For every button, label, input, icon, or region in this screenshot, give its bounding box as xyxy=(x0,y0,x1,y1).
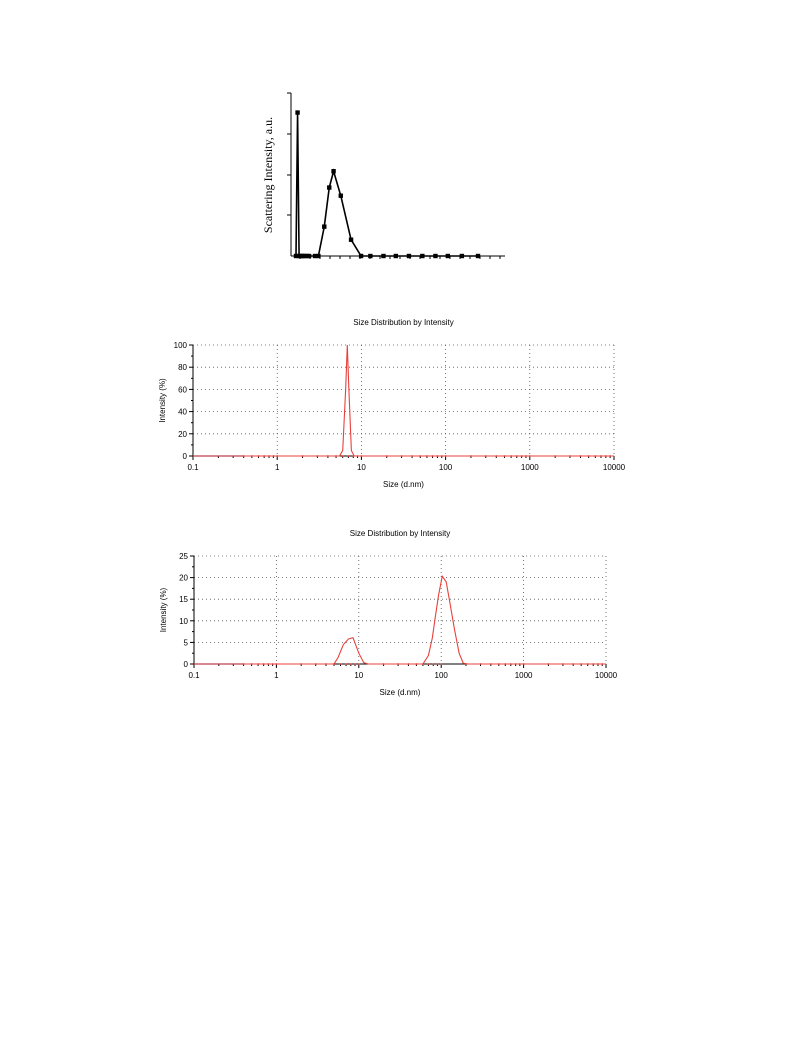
chart-3-baseline-dot-0-1 xyxy=(276,663,278,665)
chart-3-baseline-dot--1-8 xyxy=(268,663,270,665)
chart-2-baseline-dot-2-2 xyxy=(470,455,472,457)
chart-3-title: Size Distribution by Intensity xyxy=(349,529,451,538)
chart-1-point-17 xyxy=(368,254,372,258)
chart-3-baseline-dot-1-6 xyxy=(422,663,424,665)
chart-3-y-tick-label-3: 15 xyxy=(179,595,188,605)
chart-3-baseline-dot-2-8 xyxy=(515,663,517,665)
chart-3-x-tick-label-4: 1000 xyxy=(514,671,533,680)
chart-2-x-tick-label-4: 1000 xyxy=(520,463,539,472)
chart-3-x-label: Size (d.nm) xyxy=(379,688,421,697)
chart-3-baseline-dot-0-2 xyxy=(300,663,302,665)
chart-1-point-10 xyxy=(316,254,320,258)
chart-2-y-tick-label-2: 40 xyxy=(178,407,187,417)
chart-1-point-22 xyxy=(433,254,437,258)
chart-3-baseline-dot-1-3 xyxy=(397,663,399,665)
chart-2-baseline-dot-1-7 xyxy=(432,455,434,457)
chart-2-y-label: Intensity (%) xyxy=(158,378,167,423)
chart-3-baseline-dot-2-9 xyxy=(519,663,521,665)
chart-3-baseline-dot-0-9 xyxy=(354,663,356,665)
chart-2-baseline-dot-2-3 xyxy=(485,455,487,457)
chart-3-baseline-dot-0-5 xyxy=(333,663,335,665)
chart-2-baseline-dot--1-8 xyxy=(268,455,270,457)
chart-3-baseline-dot-3-6 xyxy=(587,663,589,665)
chart-2-baseline-dot-0-7 xyxy=(347,455,349,457)
chart-3-baseline-dot-1-7 xyxy=(428,663,430,665)
chart-2-baseline-dot-3-1 xyxy=(529,455,531,457)
chart-2-baseline-dot-0-1 xyxy=(276,455,278,457)
chart-2-baseline-dot--1-6 xyxy=(258,455,260,457)
chart-3-x-tick-label-1: 1 xyxy=(274,671,279,680)
chart-2-baseline-dot-0-3 xyxy=(316,455,318,457)
chart-3-series-line xyxy=(194,576,606,664)
chart-2-x-tick-label-1: 1 xyxy=(274,463,280,472)
chart-2-baseline-dot-2-8 xyxy=(521,455,523,457)
chart-1-point-18 xyxy=(381,254,385,258)
chart-3-y-tick-label-5: 25 xyxy=(179,552,188,561)
chart-3-baseline-dot-1-8 xyxy=(432,663,434,665)
chart-2-y-tick-label-4: 80 xyxy=(178,363,187,373)
chart-3-baseline-dot--1-4 xyxy=(243,663,245,665)
chart-3-baseline-dot-1-9 xyxy=(437,663,439,665)
chart-3-baseline-dot-2-4 xyxy=(490,663,492,665)
chart-1-point-15 xyxy=(349,238,353,242)
chart-2-x-label: Size (d.nm) xyxy=(383,480,424,489)
chart-3-y-tick-label-2: 10 xyxy=(179,616,188,626)
chart-2-y-tick-label-3: 60 xyxy=(178,385,187,395)
chart-3-baseline-dot--1-5 xyxy=(251,663,253,665)
chart-3-baseline-dot-3-2 xyxy=(548,663,550,665)
chart-1-point-24 xyxy=(460,254,464,258)
chart-1-point-13 xyxy=(331,169,335,173)
chart-3-baseline-dot-0-4 xyxy=(325,663,327,665)
chart-1-point-14 xyxy=(339,193,343,197)
chart-1-point-16 xyxy=(359,254,363,258)
chart-1-point-1 xyxy=(295,110,299,114)
chart-3-baseline-dot--1-6 xyxy=(257,663,259,665)
chart-3-baseline-dot-0-3 xyxy=(315,663,317,665)
chart-2-y-tick-label-1: 20 xyxy=(178,429,187,439)
chart-2-baseline-dot-3-6 xyxy=(594,455,596,457)
chart-1-point-8 xyxy=(307,254,311,258)
chart-2-baseline-dot-0-6 xyxy=(342,455,344,457)
chart-3-baseline-dot-3-8 xyxy=(597,663,599,665)
chart-2-baseline-dot-3-5 xyxy=(588,455,590,457)
chart-2-size-distribution xyxy=(158,318,626,489)
chart-2-baseline-dot--1-5 xyxy=(251,455,253,457)
chart-2-baseline-dot-1-1 xyxy=(361,455,363,457)
chart-1-series-line xyxy=(296,113,478,256)
chart-3-baseline-dot-2-2 xyxy=(465,663,467,665)
chart-2-baseline-dot-1-2 xyxy=(386,455,388,457)
chart-3-baseline-dot-2-7 xyxy=(510,663,512,665)
chart-3-baseline-dot-3-3 xyxy=(562,663,564,665)
chart-2-baseline-dot-3-3 xyxy=(569,455,571,457)
chart-3-baseline-dot-0-7 xyxy=(345,663,347,665)
chart-1-point-25 xyxy=(476,254,480,258)
chart-2-series-line xyxy=(193,345,614,456)
chart-3-baseline-dot-2-6 xyxy=(504,663,506,665)
chart-2-baseline-dot-0-4 xyxy=(327,455,329,457)
chart-2-baseline-dot-2-7 xyxy=(516,455,518,457)
chart-3-baseline-dot-0-8 xyxy=(350,663,352,665)
chart-2-x-tick-label-3: 100 xyxy=(438,463,453,472)
chart-2-title: Size Distribution by Intensity xyxy=(353,318,454,327)
chart-1-point-23 xyxy=(446,254,450,258)
chart-2-baseline-dot-2-4 xyxy=(495,455,497,457)
chart-2-baseline-dot-3-7 xyxy=(600,455,602,457)
chart-1-point-20 xyxy=(407,254,411,258)
chart-3-baseline-dot-1-2 xyxy=(383,663,385,665)
chart-3-baseline-dot-0-6 xyxy=(340,663,342,665)
chart-1-point-21 xyxy=(420,254,424,258)
chart-2-baseline-dot--1-7 xyxy=(263,455,265,457)
chart-1-scattering xyxy=(261,93,505,259)
chart-2-baseline-dot-3-4 xyxy=(580,455,582,457)
chart-2-baseline-dot-2-6 xyxy=(510,455,512,457)
chart-3-x-tick-label-0: 0.1 xyxy=(188,671,200,680)
chart-3-y-tick-label-4: 20 xyxy=(179,573,188,583)
chart-3-size-distribution xyxy=(159,529,618,697)
chart-2-baseline-dot-2-9 xyxy=(525,455,527,457)
chart-2-baseline-dot-1-4 xyxy=(411,455,413,457)
chart-3-baseline-dot--1-9 xyxy=(272,663,274,665)
chart-3-baseline-dot-3-1 xyxy=(523,663,525,665)
chart-2-baseline-dot-0-9 xyxy=(357,455,359,457)
chart-2-baseline-dot-1-8 xyxy=(437,455,439,457)
chart-2-baseline-dot-3-9 xyxy=(609,455,611,457)
chart-2-x-tick-label-0: 0.1 xyxy=(187,463,199,472)
chart-1-point-12 xyxy=(327,185,331,189)
chart-2-y-tick-label-5: 100 xyxy=(173,341,187,350)
chart-2-baseline-dot-1-6 xyxy=(426,455,428,457)
chart-3-x-tick-label-2: 10 xyxy=(354,671,364,680)
chart-3-baseline-dot-2-3 xyxy=(480,663,482,665)
chart-2-y-tick-label-0: 0 xyxy=(182,452,187,461)
chart-2-baseline-dot-0-8 xyxy=(352,455,354,457)
chart-2-baseline-dot-2-5 xyxy=(504,455,506,457)
chart-2-baseline-dot--1-4 xyxy=(243,455,245,457)
chart-3-baseline-dot-1-1 xyxy=(358,663,360,665)
chart-3-y-tick-label-0: 0 xyxy=(183,660,188,669)
chart-2-baseline-dot-3-2 xyxy=(554,455,556,457)
chart-2-baseline-dot-1-9 xyxy=(441,455,443,457)
chart-1-point-11 xyxy=(322,224,326,228)
chart-3-y-label: Intensity (%) xyxy=(159,587,168,633)
chart-2-baseline-dot--1-9 xyxy=(272,455,274,457)
chart-1-y-label: Scattering Intensity, a.u. xyxy=(261,116,275,234)
chart-1-point-19 xyxy=(394,254,398,258)
chart-3-x-tick-label-5: 10000 xyxy=(594,671,618,680)
chart-2-baseline-dot-1-5 xyxy=(419,455,421,457)
chart-3-baseline-dot-3-5 xyxy=(580,663,582,665)
chart-3-baseline-dot-3-9 xyxy=(601,663,603,665)
chart-2-baseline-dot-2-1 xyxy=(445,455,447,457)
chart-2-baseline-dot-3-8 xyxy=(605,455,607,457)
chart-2-x-tick-label-5: 10000 xyxy=(602,463,626,472)
chart-3-y-tick-label-1: 5 xyxy=(183,638,188,648)
chart-3-baseline-dot-2-5 xyxy=(498,663,500,665)
chart-3-baseline-dot-1-5 xyxy=(415,663,417,665)
chart-2-x-tick-label-2: 10 xyxy=(356,463,366,472)
chart-3-baseline-dot-2-1 xyxy=(440,663,442,665)
chart-3-baseline-dot--1-7 xyxy=(263,663,265,665)
chart-3-baseline-dot-3-7 xyxy=(592,663,594,665)
chart-2-baseline-dot-0-5 xyxy=(335,455,337,457)
chart-2-baseline-dot-1-3 xyxy=(401,455,403,457)
chart-3-baseline-dot-3-4 xyxy=(572,663,574,665)
chart-3-x-tick-label-3: 100 xyxy=(434,671,448,680)
chart-3-baseline-dot-1-4 xyxy=(408,663,410,665)
chart-2-baseline-dot-0-2 xyxy=(302,455,304,457)
